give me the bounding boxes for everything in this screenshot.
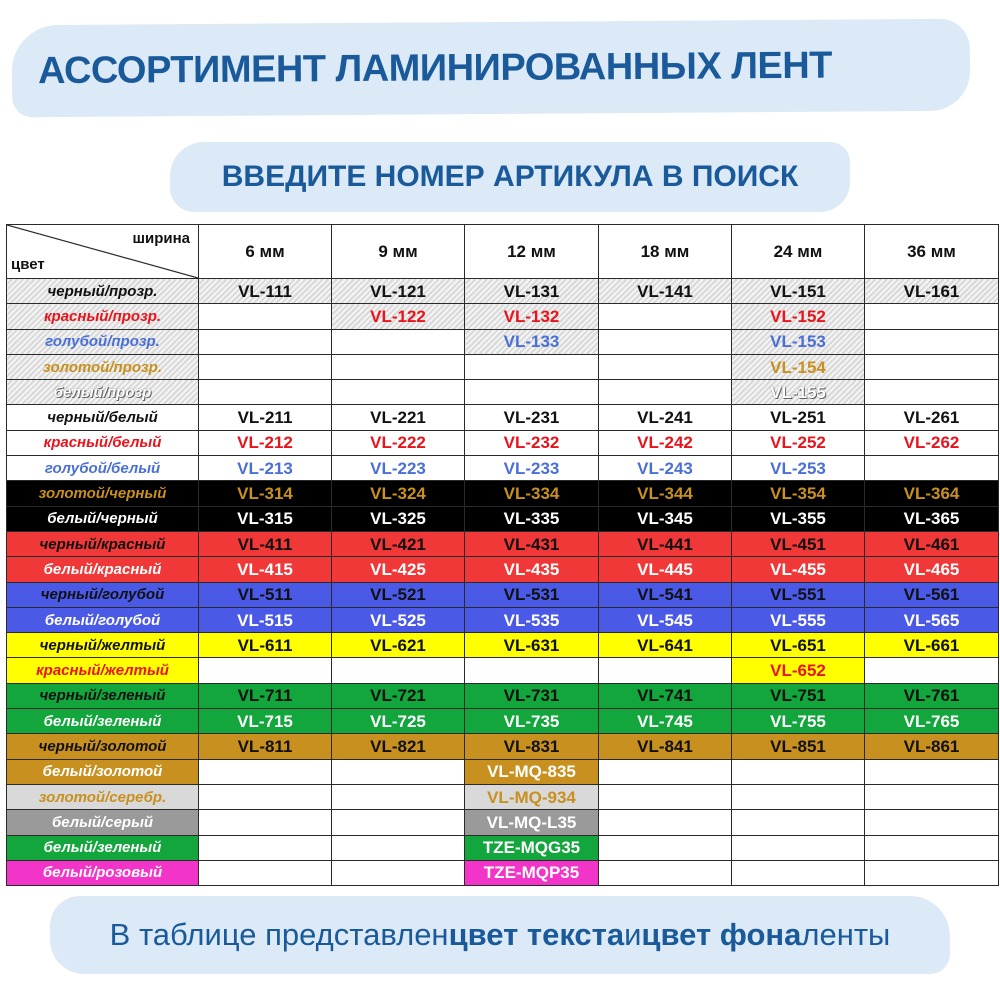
article-cell: VL-MQ-835 — [465, 759, 599, 784]
article-cell — [865, 860, 999, 885]
table-row — [7, 279, 999, 304]
article-cell: VL-252 — [732, 430, 865, 455]
article-cell — [732, 860, 865, 885]
article-cell: VL-531 — [465, 582, 599, 607]
article-cell — [732, 810, 865, 835]
footer-text: ленты — [801, 917, 891, 952]
footer-emphasis-text-color: цвет текста — [448, 917, 625, 952]
article-cell: VL-161 — [865, 279, 999, 304]
search-hint: ВВЕДИТЕ НОМЕР АРТИКУЛА В ПОИСК — [170, 142, 850, 212]
article-cell: VL-155 — [732, 380, 865, 405]
page-title: АССОРТИМЕНТ ЛАМИНИРОВАННЫХ ЛЕНТ — [12, 19, 971, 118]
article-cell — [332, 658, 465, 683]
table-row — [7, 683, 999, 708]
article-cell — [465, 354, 599, 379]
article-cell: VL-541 — [599, 582, 732, 607]
article-cell: VL-133 — [465, 329, 599, 354]
column-header: 18 мм — [599, 225, 732, 279]
article-cell: VL-461 — [865, 531, 999, 556]
article-cell — [599, 835, 732, 860]
article-cell — [199, 354, 332, 379]
footer-text: и — [624, 917, 642, 952]
table-row — [7, 709, 999, 734]
article-cell: VL-132 — [465, 304, 599, 329]
article-cell: VL-141 — [599, 279, 732, 304]
article-cell: VL-735 — [465, 709, 599, 734]
row-color-name: красный/прозр. — [7, 304, 199, 329]
article-cell — [199, 329, 332, 354]
row-color-name: белый/прозр — [7, 380, 199, 405]
article-cell: VL-731 — [465, 683, 599, 708]
row-color-name: черный/зеленый — [7, 683, 199, 708]
article-cell: VL-221 — [332, 405, 465, 430]
article-cell: VL-153 — [732, 329, 865, 354]
article-cell: VL-821 — [332, 734, 465, 759]
article-cell: VL-751 — [732, 683, 865, 708]
article-cell: VL-745 — [599, 709, 732, 734]
table-body — [7, 279, 999, 886]
article-cell: VL-315 — [199, 506, 332, 531]
article-cell: VL-831 — [465, 734, 599, 759]
article-cell: VL-242 — [599, 430, 732, 455]
article-cell: VL-725 — [332, 709, 465, 734]
table-row — [7, 633, 999, 658]
article-cell — [865, 835, 999, 860]
table-row — [7, 481, 999, 506]
article-cell: VL-211 — [199, 405, 332, 430]
article-cell — [332, 759, 465, 784]
article-cell: VL-841 — [599, 734, 732, 759]
table-row — [7, 506, 999, 531]
article-cell: VL-223 — [332, 456, 465, 481]
article-cell: VL-621 — [332, 633, 465, 658]
article-cell: VL-761 — [865, 683, 999, 708]
article-cell: VL-535 — [465, 607, 599, 632]
article-cell: VL-233 — [465, 456, 599, 481]
article-cell — [865, 329, 999, 354]
row-color-name: черный/белый — [7, 405, 199, 430]
article-cell — [732, 784, 865, 809]
article-cell: VL-555 — [732, 607, 865, 632]
article-cell — [332, 329, 465, 354]
article-cell — [865, 784, 999, 809]
tape-table — [6, 224, 999, 886]
article-cell: VL-661 — [865, 633, 999, 658]
table-row — [7, 304, 999, 329]
color-label: цвет — [11, 256, 45, 273]
article-cell: VL-355 — [732, 506, 865, 531]
table-row — [7, 531, 999, 556]
article-cell: VL-465 — [865, 557, 999, 582]
article-cell: VL-213 — [199, 456, 332, 481]
article-cell: VL-345 — [599, 506, 732, 531]
article-cell: VL-631 — [465, 633, 599, 658]
article-cell: TZE-MQG35 — [465, 835, 599, 860]
column-header: 6 мм — [199, 225, 332, 279]
article-cell: VL-122 — [332, 304, 465, 329]
article-cell: VL-711 — [199, 683, 332, 708]
article-cell: VL-151 — [732, 279, 865, 304]
row-color-name: белый/розовый — [7, 860, 199, 885]
article-cell: VL-551 — [732, 582, 865, 607]
article-cell — [199, 759, 332, 784]
table-row — [7, 430, 999, 455]
row-color-name: золотой/черный — [7, 481, 199, 506]
article-cell: VL-314 — [199, 481, 332, 506]
article-cell: VL-561 — [865, 582, 999, 607]
footer-note — [50, 896, 950, 974]
table-row — [7, 860, 999, 885]
article-cell: VL-325 — [332, 506, 465, 531]
article-cell — [599, 860, 732, 885]
row-color-name: белый/черный — [7, 506, 199, 531]
table-row — [7, 329, 999, 354]
table-row — [7, 835, 999, 860]
article-cell: VL-435 — [465, 557, 599, 582]
article-cell: VL-425 — [332, 557, 465, 582]
table-row — [7, 658, 999, 683]
article-cell: VL-335 — [465, 506, 599, 531]
article-cell: VL-121 — [332, 279, 465, 304]
article-cell: VL-111 — [199, 279, 332, 304]
table-row — [7, 607, 999, 632]
article-cell: TZE-MQP35 — [465, 860, 599, 885]
article-cell: VL-545 — [599, 607, 732, 632]
article-cell: VL-451 — [732, 531, 865, 556]
article-cell — [599, 759, 732, 784]
width-label: ширина — [132, 230, 190, 247]
article-cell: VL-721 — [332, 683, 465, 708]
article-cell — [332, 860, 465, 885]
table-row — [7, 354, 999, 379]
row-color-name: черный/золотой — [7, 734, 199, 759]
article-cell: VL-431 — [465, 531, 599, 556]
article-cell — [199, 658, 332, 683]
row-color-name: золотой/прозр. — [7, 354, 199, 379]
article-cell: VL-251 — [732, 405, 865, 430]
article-cell — [332, 354, 465, 379]
row-color-name: белый/зеленый — [7, 835, 199, 860]
article-cell: VL-354 — [732, 481, 865, 506]
table-header-row — [7, 225, 999, 279]
article-cell — [732, 759, 865, 784]
column-header: 36 мм — [865, 225, 999, 279]
column-header: 24 мм — [732, 225, 865, 279]
table-row — [7, 405, 999, 430]
article-cell — [599, 329, 732, 354]
row-color-name: голубой/прозр. — [7, 329, 199, 354]
row-color-name: черный/голубой — [7, 582, 199, 607]
article-cell: VL-415 — [199, 557, 332, 582]
row-color-name: белый/серый — [7, 810, 199, 835]
article-cell — [465, 658, 599, 683]
article-cell: VL-365 — [865, 506, 999, 531]
article-cell: VL-324 — [332, 481, 465, 506]
article-cell: VL-222 — [332, 430, 465, 455]
article-cell — [599, 380, 732, 405]
article-cell — [199, 380, 332, 405]
article-cell: VL-441 — [599, 531, 732, 556]
article-cell: VL-741 — [599, 683, 732, 708]
article-cell — [865, 759, 999, 784]
article-cell — [199, 860, 332, 885]
article-cell: VL-262 — [865, 430, 999, 455]
article-cell: VL-525 — [332, 607, 465, 632]
article-cell: VL-131 — [465, 279, 599, 304]
article-cell — [865, 380, 999, 405]
row-color-name: черный/прозр. — [7, 279, 199, 304]
article-cell — [332, 380, 465, 405]
article-cell — [599, 304, 732, 329]
table-row — [7, 784, 999, 809]
article-cell: VL-334 — [465, 481, 599, 506]
article-cell: VL-641 — [599, 633, 732, 658]
article-cell — [199, 810, 332, 835]
article-cell: VL-651 — [732, 633, 865, 658]
article-cell — [465, 380, 599, 405]
article-cell: VL-212 — [199, 430, 332, 455]
table-row — [7, 456, 999, 481]
column-header: 12 мм — [465, 225, 599, 279]
article-cell: VL-261 — [865, 405, 999, 430]
column-header: 9 мм — [332, 225, 465, 279]
article-cell: VL-231 — [465, 405, 599, 430]
table-row — [7, 380, 999, 405]
table-row — [7, 582, 999, 607]
article-cell: VL-241 — [599, 405, 732, 430]
table-row — [7, 759, 999, 784]
article-cell: VL-861 — [865, 734, 999, 759]
row-color-name: черный/желтый — [7, 633, 199, 658]
row-color-name: белый/голубой — [7, 607, 199, 632]
row-color-name: красный/белый — [7, 430, 199, 455]
article-cell — [865, 354, 999, 379]
article-cell: VL-232 — [465, 430, 599, 455]
article-cell — [865, 658, 999, 683]
article-cell: VL-364 — [865, 481, 999, 506]
article-cell: VL-755 — [732, 709, 865, 734]
row-color-name: белый/красный — [7, 557, 199, 582]
article-cell: VL-511 — [199, 582, 332, 607]
article-cell: VL-515 — [199, 607, 332, 632]
article-cell — [332, 835, 465, 860]
article-cell: VL-652 — [732, 658, 865, 683]
article-cell: VL-MQ-L35 — [465, 810, 599, 835]
row-color-name: красный/желтый — [7, 658, 199, 683]
row-color-name: золотой/серебр. — [7, 784, 199, 809]
article-cell — [865, 810, 999, 835]
article-cell: VL-253 — [732, 456, 865, 481]
article-cell: VL-811 — [199, 734, 332, 759]
article-cell — [199, 304, 332, 329]
article-cell: VL-MQ-934 — [465, 784, 599, 809]
article-cell — [332, 810, 465, 835]
article-cell: VL-152 — [732, 304, 865, 329]
article-cell — [865, 304, 999, 329]
footer-emphasis-bg-color: цвет фона — [641, 917, 802, 952]
article-cell: VL-154 — [732, 354, 865, 379]
article-cell: VL-344 — [599, 481, 732, 506]
article-cell — [599, 784, 732, 809]
row-color-name: белый/золотой — [7, 759, 199, 784]
article-cell: VL-455 — [732, 557, 865, 582]
article-cell: VL-765 — [865, 709, 999, 734]
article-cell — [599, 658, 732, 683]
article-cell — [599, 810, 732, 835]
corner-cell — [7, 225, 199, 279]
article-cell: VL-243 — [599, 456, 732, 481]
article-cell: VL-411 — [199, 531, 332, 556]
article-cell: VL-715 — [199, 709, 332, 734]
row-color-name: белый/зеленый — [7, 709, 199, 734]
table-row — [7, 734, 999, 759]
table-row — [7, 557, 999, 582]
row-color-name: черный/красный — [7, 531, 199, 556]
article-cell — [599, 354, 732, 379]
table-row — [7, 810, 999, 835]
article-cell: VL-521 — [332, 582, 465, 607]
article-cell — [332, 784, 465, 809]
row-color-name: голубой/белый — [7, 456, 199, 481]
article-cell: VL-851 — [732, 734, 865, 759]
article-cell — [865, 456, 999, 481]
article-cell: VL-565 — [865, 607, 999, 632]
article-cell: VL-445 — [599, 557, 732, 582]
article-cell — [199, 784, 332, 809]
article-cell: VL-611 — [199, 633, 332, 658]
footer-text: В таблице представлен — [109, 917, 449, 952]
article-cell: VL-421 — [332, 531, 465, 556]
article-cell — [732, 835, 865, 860]
article-cell — [199, 835, 332, 860]
